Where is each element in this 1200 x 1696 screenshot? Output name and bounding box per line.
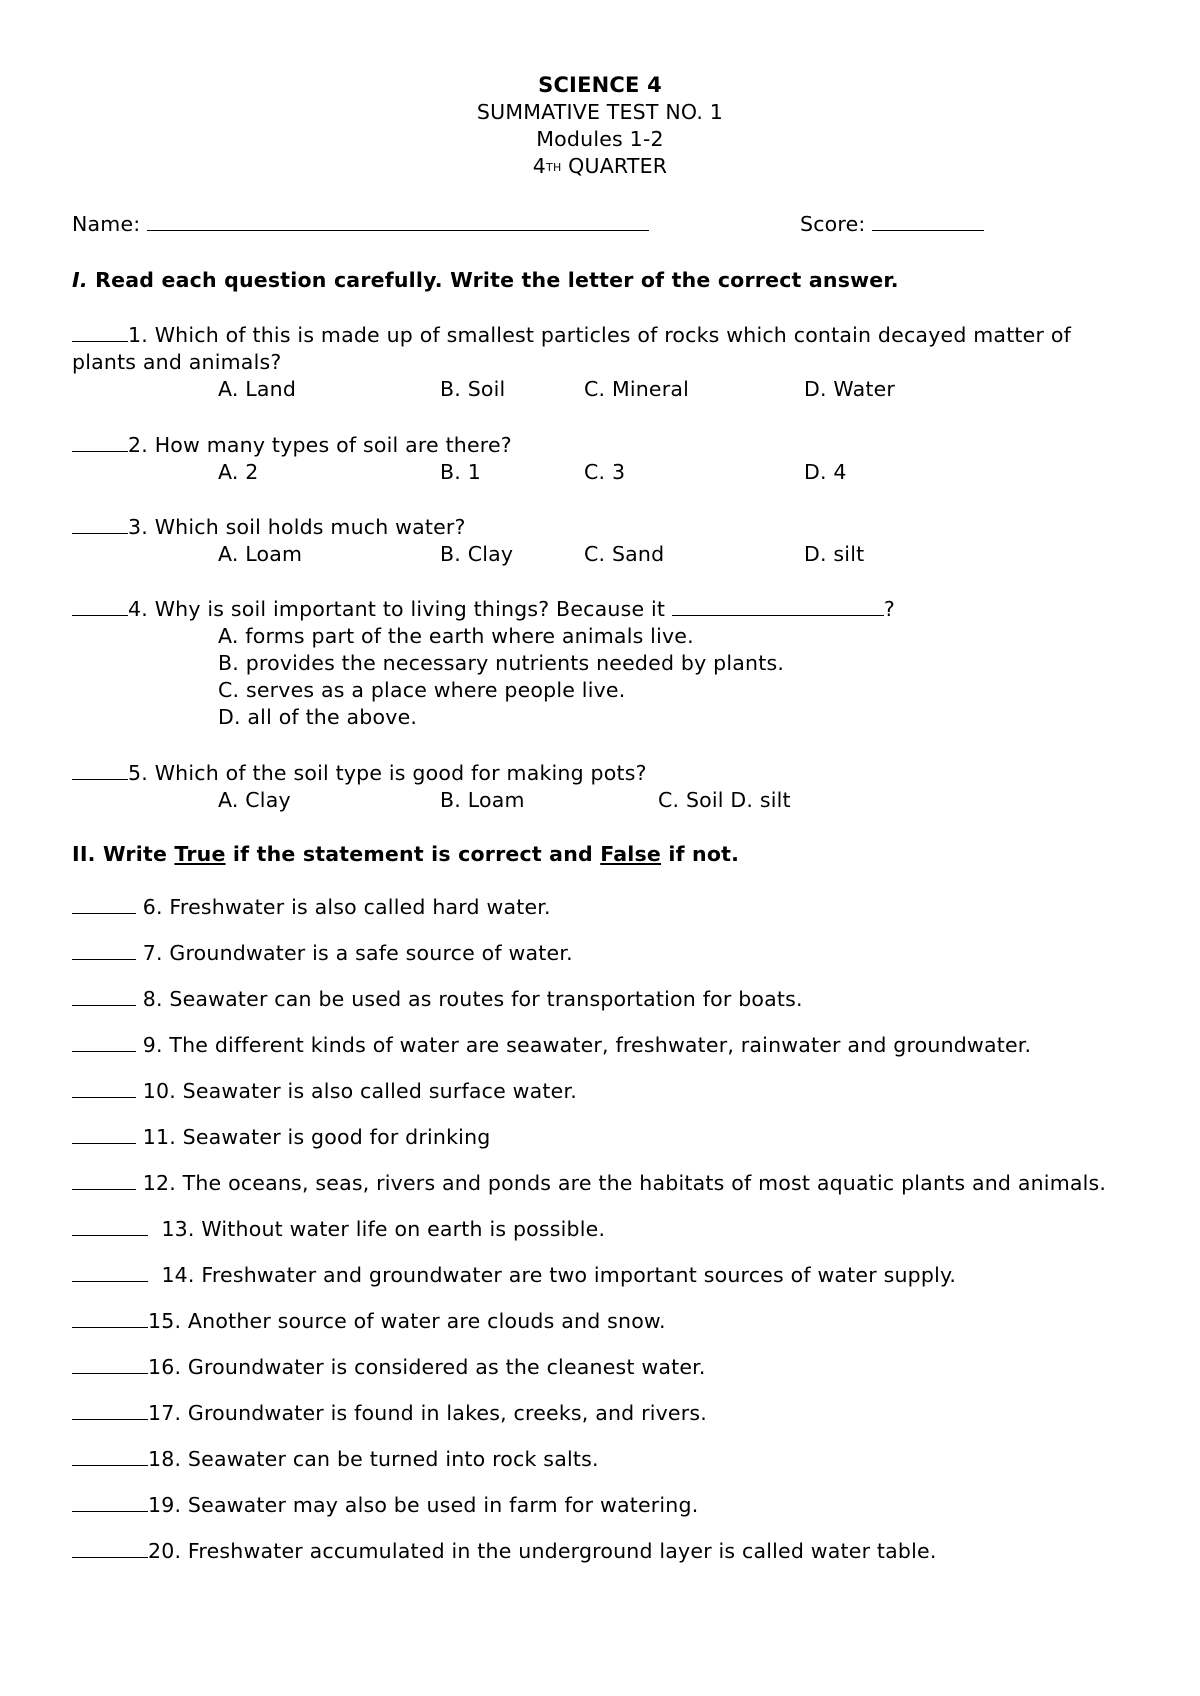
choice-a: A. Land: [218, 377, 297, 401]
modules-line: Modules 1-2: [536, 127, 664, 151]
answer-blank[interactable]: [72, 1354, 148, 1374]
statement-text: 13. Without water life on earth is possible.: [161, 1217, 606, 1241]
statement-text: 12. The oceans, seas, rivers and ponds are the habitats of most aquatic plants and animals.: [142, 1171, 1107, 1195]
statement-item: [72, 1262, 956, 1289]
part1-roman: I.: [72, 268, 88, 292]
score-label: Score:: [800, 212, 866, 236]
choice-a: A. Clay: [218, 788, 291, 812]
fill-in-blank[interactable]: [672, 596, 884, 616]
question-number: 5.: [128, 761, 148, 785]
choices-row: [72, 376, 1132, 403]
statement-item: [72, 986, 803, 1013]
statement-item: [72, 1124, 490, 1151]
statement-text: 10. Seawater is also called surface water.: [142, 1079, 577, 1103]
test-subtitle: SUMMATIVE TEST NO. 1: [476, 100, 724, 124]
answer-blank[interactable]: [72, 1216, 148, 1236]
choices-row: [72, 787, 1132, 814]
choices-row: [72, 459, 1132, 486]
choice-a: A. Loam: [218, 542, 303, 566]
question-number: 4.: [128, 597, 148, 621]
answer-blank[interactable]: [72, 1492, 148, 1512]
statement-text: 20. Freshwater accumulated in the underground layer is called water table.: [148, 1539, 937, 1563]
statement-item: [72, 1216, 605, 1243]
question-2: [72, 432, 1132, 486]
statement-text: 16. Groundwater is considered as the cleanest water.: [148, 1355, 706, 1379]
choice-b: B. provides the necessary nutrients needed by plants.: [218, 651, 785, 675]
word-true: True: [174, 842, 226, 866]
question-4: [72, 596, 1132, 731]
choice-c: C. Sand: [584, 542, 665, 566]
choice-d: D. all of the above.: [218, 705, 418, 729]
part2-middle: if the statement is correct and: [232, 842, 593, 866]
choice-d: D. silt: [804, 542, 865, 566]
question-number: 3.: [128, 515, 148, 539]
answer-blank[interactable]: [72, 432, 128, 452]
document-header: [0, 72, 1200, 180]
choice-d: D. 4: [804, 460, 847, 484]
answer-blank[interactable]: [72, 1400, 148, 1420]
name-field[interactable]: [72, 211, 649, 236]
question-number: 1.: [128, 323, 148, 347]
quarter-superscript: TH: [546, 161, 562, 174]
answer-blank[interactable]: [72, 894, 136, 914]
question-3: [72, 514, 1132, 568]
answer-blank[interactable]: [72, 1124, 136, 1144]
question-5-stem: [72, 760, 1132, 787]
score-blank[interactable]: [872, 211, 984, 231]
part1-instruction-text: Read each question carefully. Write the letter of the correct answer.: [95, 268, 899, 292]
statement-text: 18. Seawater can be turned into rock salts.: [148, 1447, 599, 1471]
question-text: How many types of soil are there?: [154, 433, 512, 457]
choice-a: A. forms part of the earth where animals live.: [218, 624, 694, 648]
answer-blank[interactable]: [72, 1032, 136, 1052]
answer-blank[interactable]: [72, 760, 128, 780]
question-1-stem: [72, 322, 1132, 376]
statement-item: [72, 1538, 937, 1565]
choice-b: B. Clay: [440, 542, 514, 566]
question-text: Which of this is made up of smallest particles of rocks which contain decayed matter of plants and animals?: [72, 323, 1071, 374]
choice-b: B. Loam: [440, 788, 525, 812]
name-label: Name:: [72, 212, 141, 236]
quarter-number: 4: [532, 154, 547, 178]
statement-text: 9. The different kinds of water are seawater, freshwater, rainwater and groundwater.: [142, 1033, 1032, 1057]
choice-c: C. Mineral: [584, 377, 690, 401]
quarter-line: [0, 153, 1200, 180]
answer-blank[interactable]: [72, 596, 128, 616]
question-text: Which of the soil type is good for making pots?: [154, 761, 647, 785]
statement-text: 17. Groundwater is found in lakes, creeks, and rivers.: [148, 1401, 707, 1425]
statement-item: [72, 1308, 666, 1335]
answer-blank[interactable]: [72, 322, 128, 342]
answer-blank[interactable]: [72, 514, 128, 534]
choice-cd: C. Soil D. silt: [658, 788, 791, 812]
choices-row: [72, 541, 1132, 568]
statement-item: [72, 1354, 706, 1381]
question-end-mark: ?: [883, 597, 895, 621]
quarter-word: QUARTER: [568, 154, 668, 178]
question-number: 2.: [128, 433, 148, 457]
choice-d: D. Water: [804, 377, 896, 401]
choice-c: C. serves as a place where people live.: [218, 678, 626, 702]
part2-suffix: if not.: [668, 842, 740, 866]
question-text: Why is soil important to living things? Because it: [154, 597, 666, 621]
choice-b: B. Soil: [440, 377, 506, 401]
statement-item: [72, 1400, 707, 1427]
statement-item: [72, 1446, 599, 1473]
question-2-stem: [72, 432, 1132, 459]
statement-item: [72, 1078, 577, 1105]
answer-blank[interactable]: [72, 1446, 148, 1466]
statement-item: [72, 1492, 698, 1519]
statement-text: 11. Seawater is good for drinking: [142, 1125, 491, 1149]
statement-text: 19. Seawater may also be used in farm for watering.: [148, 1493, 699, 1517]
question-1: [72, 322, 1132, 403]
statement-text: 14. Freshwater and groundwater are two important sources of water supply.: [161, 1263, 957, 1287]
choices-list: [72, 623, 1132, 731]
part2-prefix: II. Write: [72, 842, 168, 866]
statement-text: 6. Freshwater is also called hard water.: [142, 895, 551, 919]
statement-item: [72, 940, 573, 967]
part1-instruction: [72, 268, 899, 292]
statement-text: 7. Groundwater is a safe source of water.: [142, 941, 573, 965]
document-title: SCIENCE 4: [538, 73, 662, 97]
statement-item: [72, 1170, 1106, 1197]
statement-text: 15. Another source of water are clouds and snow.: [148, 1309, 666, 1333]
question-4-stem: [72, 596, 1132, 623]
answer-blank[interactable]: [72, 1308, 148, 1328]
answer-blank[interactable]: [72, 1170, 136, 1190]
choice-c: C. 3: [584, 460, 626, 484]
answer-blank[interactable]: [72, 1262, 148, 1282]
statement-item: [72, 1032, 1031, 1059]
score-field[interactable]: [800, 211, 984, 236]
name-blank[interactable]: [147, 211, 649, 231]
answer-blank[interactable]: [72, 1078, 136, 1098]
answer-blank[interactable]: [72, 1538, 148, 1558]
answer-blank[interactable]: [72, 986, 136, 1006]
answer-blank[interactable]: [72, 940, 136, 960]
word-false: False: [600, 842, 661, 866]
statement-item: [72, 894, 551, 921]
choice-a: A. 2: [218, 460, 259, 484]
statement-text: 8. Seawater can be used as routes for transportation for boats.: [142, 987, 803, 1011]
question-3-stem: [72, 514, 1132, 541]
question-text: Which soil holds much water?: [154, 515, 466, 539]
choice-b: B. 1: [440, 460, 481, 484]
part2-instruction: [72, 842, 739, 866]
question-5: [72, 760, 1132, 814]
